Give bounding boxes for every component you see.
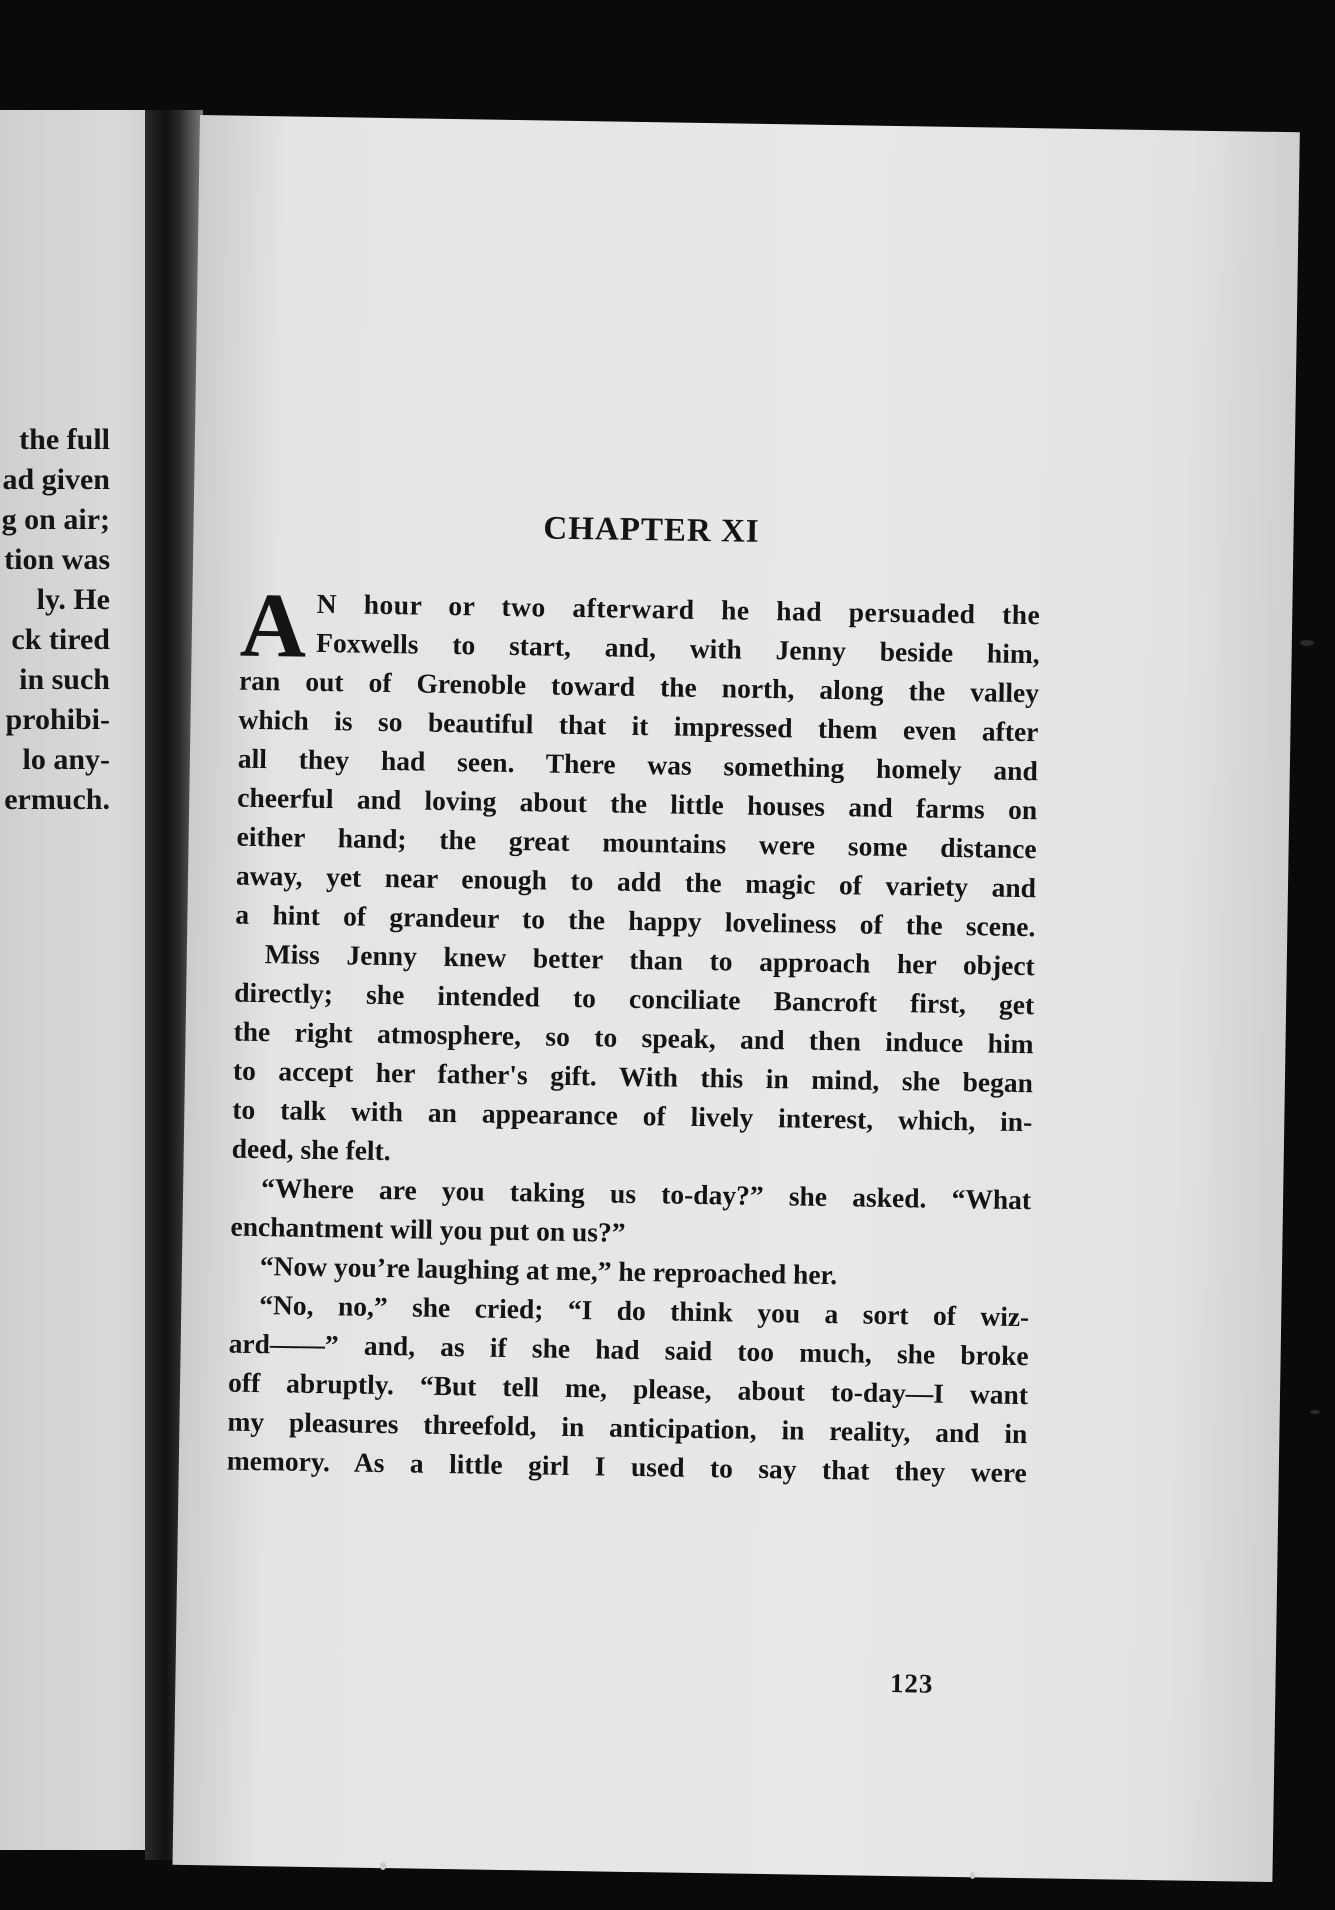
paragraph-line: off abruptly. “But tell me, please, about to-day—I want <box>227 1366 1029 1411</box>
paragraph-line: which is so beautiful that it impressed them even after <box>238 703 1039 748</box>
left-line: in such <box>19 663 110 696</box>
paragraph-line: either hand; the great mountains were some distance <box>236 820 1037 865</box>
left-line: the full <box>19 423 110 456</box>
paragraph-2 <box>231 934 1035 1181</box>
paragraph-line: ard——” and, as if she had said too much, she broke <box>228 1327 1029 1372</box>
paragraph-line: cheerful and loving about the little houses and farms on <box>237 781 1038 826</box>
page-content <box>226 506 1042 1699</box>
left-line: lo any- <box>22 743 110 776</box>
left-line: ly. He <box>36 583 110 616</box>
paragraph-line: to talk with an appearance of lively interest, which, in- <box>232 1093 1033 1138</box>
paragraph-line: ran out of Grenoble toward the north, along the valley <box>238 664 1040 709</box>
scan-artifact <box>1310 1410 1320 1414</box>
paragraph-5 <box>227 1285 1030 1493</box>
chapter-title: CHAPTER XI <box>543 510 760 550</box>
paragraph-line: memory. As a little girl I used to say that they were <box>226 1444 1028 1489</box>
left-line: tion was <box>4 543 110 576</box>
left-page-text <box>0 420 110 820</box>
paragraph-line: all they had seen. There was something homely and <box>237 742 1039 787</box>
paragraph-line: a hint of grandeur to the happy loveliness of the scene. <box>235 898 1036 943</box>
paragraph-line: my pleasures threefold, in anticipation, in reality, and in <box>227 1405 1028 1450</box>
paragraph-line: directly; she intended to conciliate Bancroft first, get <box>233 976 1035 1021</box>
paragraph-line: “No, no,” she cried; “I do think you a sort of wiz- <box>259 1289 1030 1333</box>
scan-artifact <box>380 1862 386 1870</box>
paragraph-line: the right atmosphere, so to speak, and then induce him <box>233 1015 1034 1060</box>
paragraph-line: N hour or two afterward he had persuaded the <box>316 587 1041 631</box>
left-line: ermuch. <box>4 783 110 816</box>
paragraph-line: to accept her father's gift. With this in mind, she began <box>232 1054 1034 1099</box>
scan-artifact <box>970 1872 975 1879</box>
paragraph-line: away, yet near enough to add the magic of variety and <box>235 859 1037 904</box>
paragraph-line: Miss Jenny knew better than to approach her object <box>264 938 1035 982</box>
page-number: 123 <box>889 1668 934 1699</box>
left-line: ck tired <box>11 623 110 656</box>
left-line: g on air; <box>1 503 110 536</box>
paragraph-1 <box>235 573 1041 947</box>
paragraph-3 <box>230 1168 1031 1259</box>
left-line: ad given <box>2 463 110 496</box>
paragraph-line: deed, she felt. <box>231 1132 391 1167</box>
paragraph-line: enchantment will you put on us?” <box>230 1210 626 1248</box>
paragraph-line: Foxwells to start, and, with Jenny beside him, <box>315 626 1040 670</box>
scan-artifact <box>1300 640 1314 646</box>
paragraph-line: “Where are you taking us to-day?” she asked. “What <box>260 1172 1032 1216</box>
left-line: prohibi- <box>5 703 110 736</box>
right-page <box>173 115 1300 1882</box>
paragraph-line: “Now you’re laughing at me,” he reproached her. <box>259 1250 838 1291</box>
drop-cap: A <box>239 573 308 677</box>
